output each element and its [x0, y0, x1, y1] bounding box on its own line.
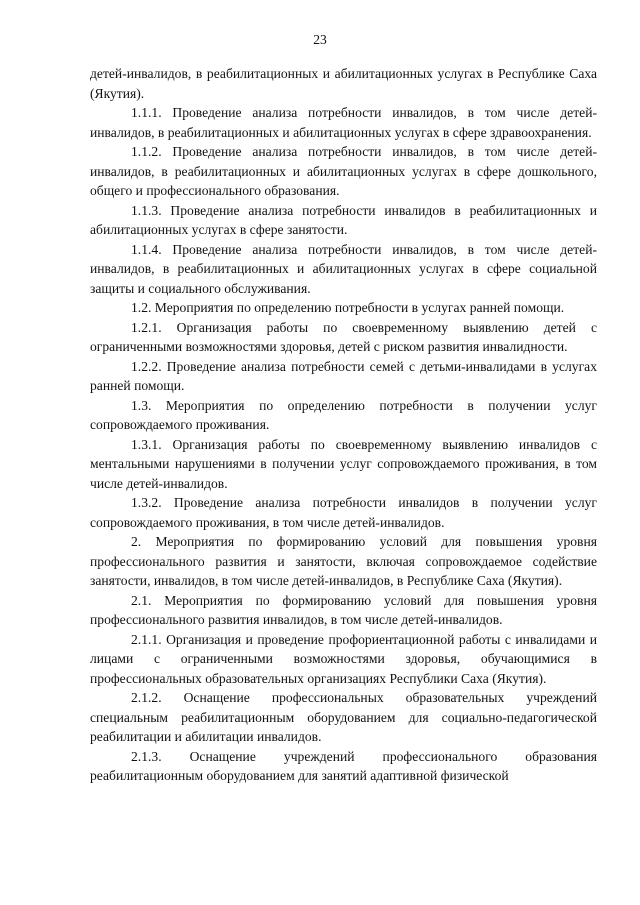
paragraph: 1.1.2. Проведение анализа потребности инвалидов, в том числе детей-инвалидов, в реабилитационных и абилитационных услугах в сфере дошкольного, общего и профессионального образования.	[90, 144, 597, 198]
document-body	[90, 64, 597, 786]
paragraph: 2.1.3. Оснащение учреждений профессионального образования реабилитационным оборудованием для занятий адаптивной физической	[90, 748, 597, 783]
paragraph: детей-инвалидов, в реабилитационных и абилитационных услугах в Республике Саха (Якутия).	[90, 66, 597, 101]
paragraph: 1.1.4. Проведение анализа потребности инвалидов, в том числе детей-инвалидов, в реабилитационных и абилитационных услугах в сфере социальной защиты и социального обслуживания.	[90, 241, 597, 296]
paragraph: 2.1. Мероприятия по формированию условий для повышения уровня профессионального развития инвалидов, в том числе детей-инвалидов.	[90, 592, 597, 627]
paragraph: 2.1.1. Организация и проведение профориентационной работы с инвалидами и лицами с ограниченными возможностями здоровья, обучающимися в профессиональных образовательных организациях Республики Саха (Якутия).	[90, 631, 597, 686]
paragraph: 2.1.2. Оснащение профессиональных образовательных учреждений специальным реабилитационным оборудованием для социально-педагогической реабилитации и абилитации инвалидов.	[90, 690, 597, 744]
paragraph: 1.2.1. Организация работы по своевременному выявлению детей с ограниченными возможностями здоровья, детей с риском развития инвалидности.	[90, 319, 597, 354]
paragraph: 1.1.3. Проведение анализа потребности инвалидов в реабилитационных и абилитационных услугах в сфере занятости.	[90, 202, 597, 237]
paragraph: 1.3. Мероприятия по определению потребности в получении услуг сопровождаемого проживания.	[90, 397, 597, 432]
paragraph: 1.3.2. Проведение анализа потребности инвалидов в получении услуг сопровождаемого проживания, в том числе детей-инвалидов.	[90, 495, 597, 530]
page-number: 23	[313, 32, 327, 47]
paragraph: 2. Мероприятия по формированию условий для повышения уровня профессионального развития и занятости, включая сопровождаемое содействие занятости, инвалидов, в том числе детей-инвалидов, в Республике Саха (Якутия).	[90, 534, 597, 588]
paragraph: 1.1.1. Проведение анализа потребности инвалидов, в том числе детей-инвалидов, в реабилитационных и абилитационных услугах в сфере здравоохранения.	[90, 105, 597, 140]
paragraph: 1.3.1. Организация работы по своевременному выявлению инвалидов с ментальными нарушениями в получении услуг сопровождаемого проживания, в том числе детей-инвалидов.	[90, 436, 597, 491]
paragraph: 1.2. Мероприятия по определению потребности в услугах ранней помощи.	[131, 300, 565, 315]
paragraph: 1.2.2. Проведение анализа потребности семей с детьми-инвалидами в услугах ранней помощи.	[90, 358, 597, 393]
